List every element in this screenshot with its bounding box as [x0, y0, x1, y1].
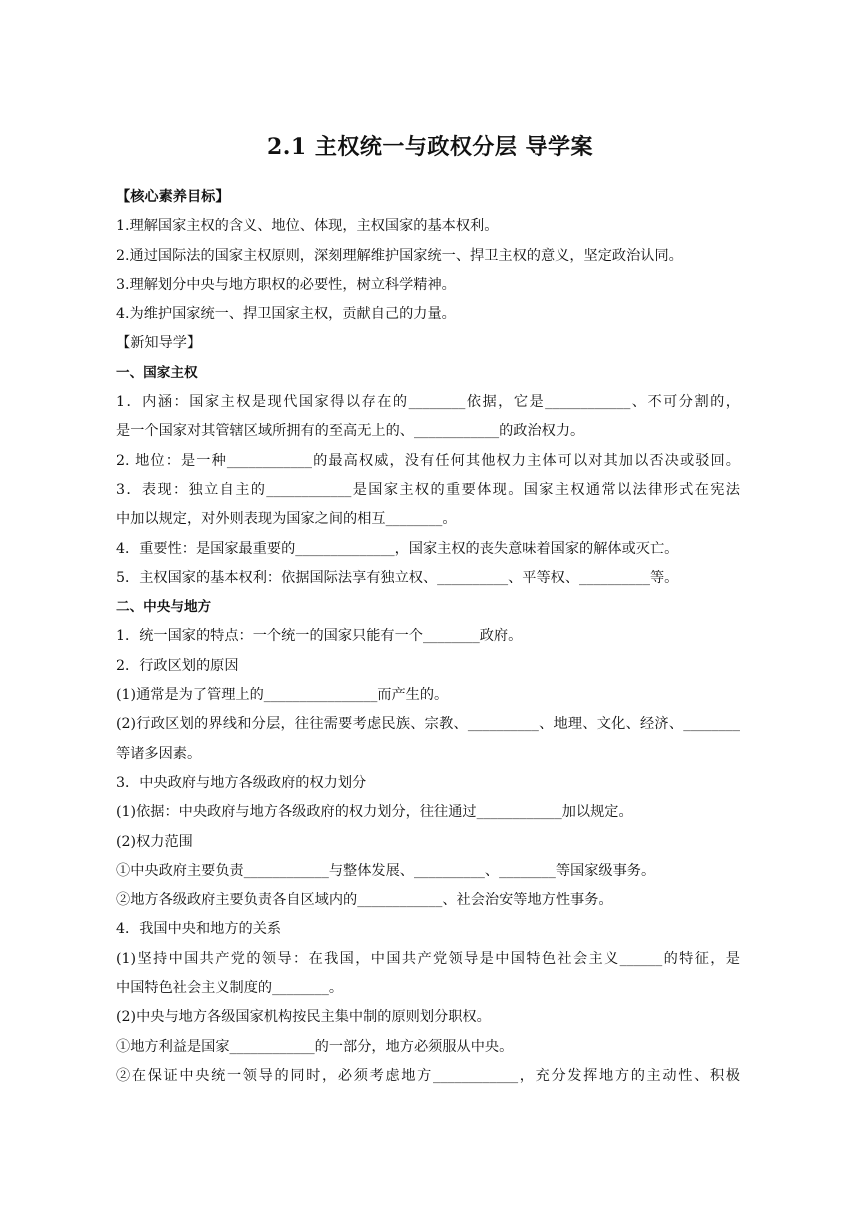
body-line: (1)坚持中国共产党的领导：在我国，中国共产党领导是中国特色社会主义______的特征，是 — [116, 950, 740, 967]
body-line: (2)中央与地方各级国家机构按民主集中制的原则划分职权。 — [116, 1009, 491, 1026]
body-line: 2. 地位：是一种____________的最高权威，没有任何其他权力主体可以对其加以否决或驳回。 — [116, 452, 740, 469]
section-label: 【核心素养目标】 — [116, 189, 230, 205]
body-line: 等诸多因素。 — [116, 745, 202, 762]
body-line: 中国特色社会主义制度的________。 — [116, 980, 344, 997]
body-line: 3．中央政府与地方各级政府的权力划分 — [116, 774, 367, 791]
body-line: 3.理解划分中央与地方职权的必要性，树立科学精神。 — [116, 276, 456, 293]
body-line: 4.为维护国家统一、捍卫国家主权，贡献自己的力量。 — [116, 306, 456, 323]
body-line: ①中央政府主要负责____________与整体发展、__________、________等国家级事务。 — [116, 862, 656, 879]
body-line: 2.通过国际法的国家主权原则，深刻理解维护国家统一、捍卫主权的意义，坚定政治认同。 — [116, 247, 683, 264]
body-line: (2)权力范围 — [116, 833, 193, 850]
body-line: 4．我国中央和地方的关系 — [116, 921, 282, 938]
body-line: (1)通常是为了管理上的________________而产生的。 — [116, 687, 449, 704]
body-line: ②地方各级政府主要负责各自区域内的____________、社会治安等地方性事务。 — [116, 892, 613, 909]
body-line: 1.理解国家主权的含义、地位、体现，主权国家的基本权利。 — [116, 218, 499, 235]
body-line: ①地方利益是国家____________的一部分，地方必须服从中央。 — [116, 1038, 514, 1055]
section-heading: 一、国家主权 — [116, 364, 198, 381]
body-line: 3．表现：独立自主的____________是国家主权的重要体现。国家主权通常以法律形式在宪法 — [116, 481, 740, 498]
body-line: 中加以规定，对外则表现为国家之间的相互________。 — [116, 511, 457, 528]
page-title: 2.1 主权统一与政权分层 导学案 — [266, 134, 594, 160]
body-line: (2)行政区划的界线和分层，往往需要考虑民族、宗教、__________、地理、文化、经济、________ — [116, 716, 740, 733]
body-line: 【新知导学】 — [116, 335, 202, 352]
section-heading: 二、中央与地方 — [116, 599, 212, 616]
body-line: 是一个国家对其管辖区域所拥有的至高无上的、____________的政治权力。 — [116, 423, 585, 440]
document-body — [116, 183, 740, 1091]
body-line: 1．内涵：国家主权是现代国家得以存在的________依据，它是____________、不可分割的， — [116, 394, 740, 411]
body-line: (1)依据：中央政府与地方各级政府的权力划分，往往通过____________加以规定。 — [116, 804, 633, 821]
body-line: 4．重要性：是国家最重要的______________，国家主权的丧失意味着国家的解体或灭亡。 — [116, 540, 679, 557]
body-line: 5．主权国家的基本权利：依据国际法享有独立权、__________、平等权、__________等。 — [116, 569, 679, 586]
body-line: 2．行政区划的原因 — [116, 657, 239, 674]
body-line: 1．统一国家的特点：一个统一的国家只能有一个________政府。 — [116, 628, 523, 645]
body-line: ②在保证中央统一领导的同时，必须考虑地方____________，充分发挥地方的主动性、积极 — [116, 1067, 740, 1084]
